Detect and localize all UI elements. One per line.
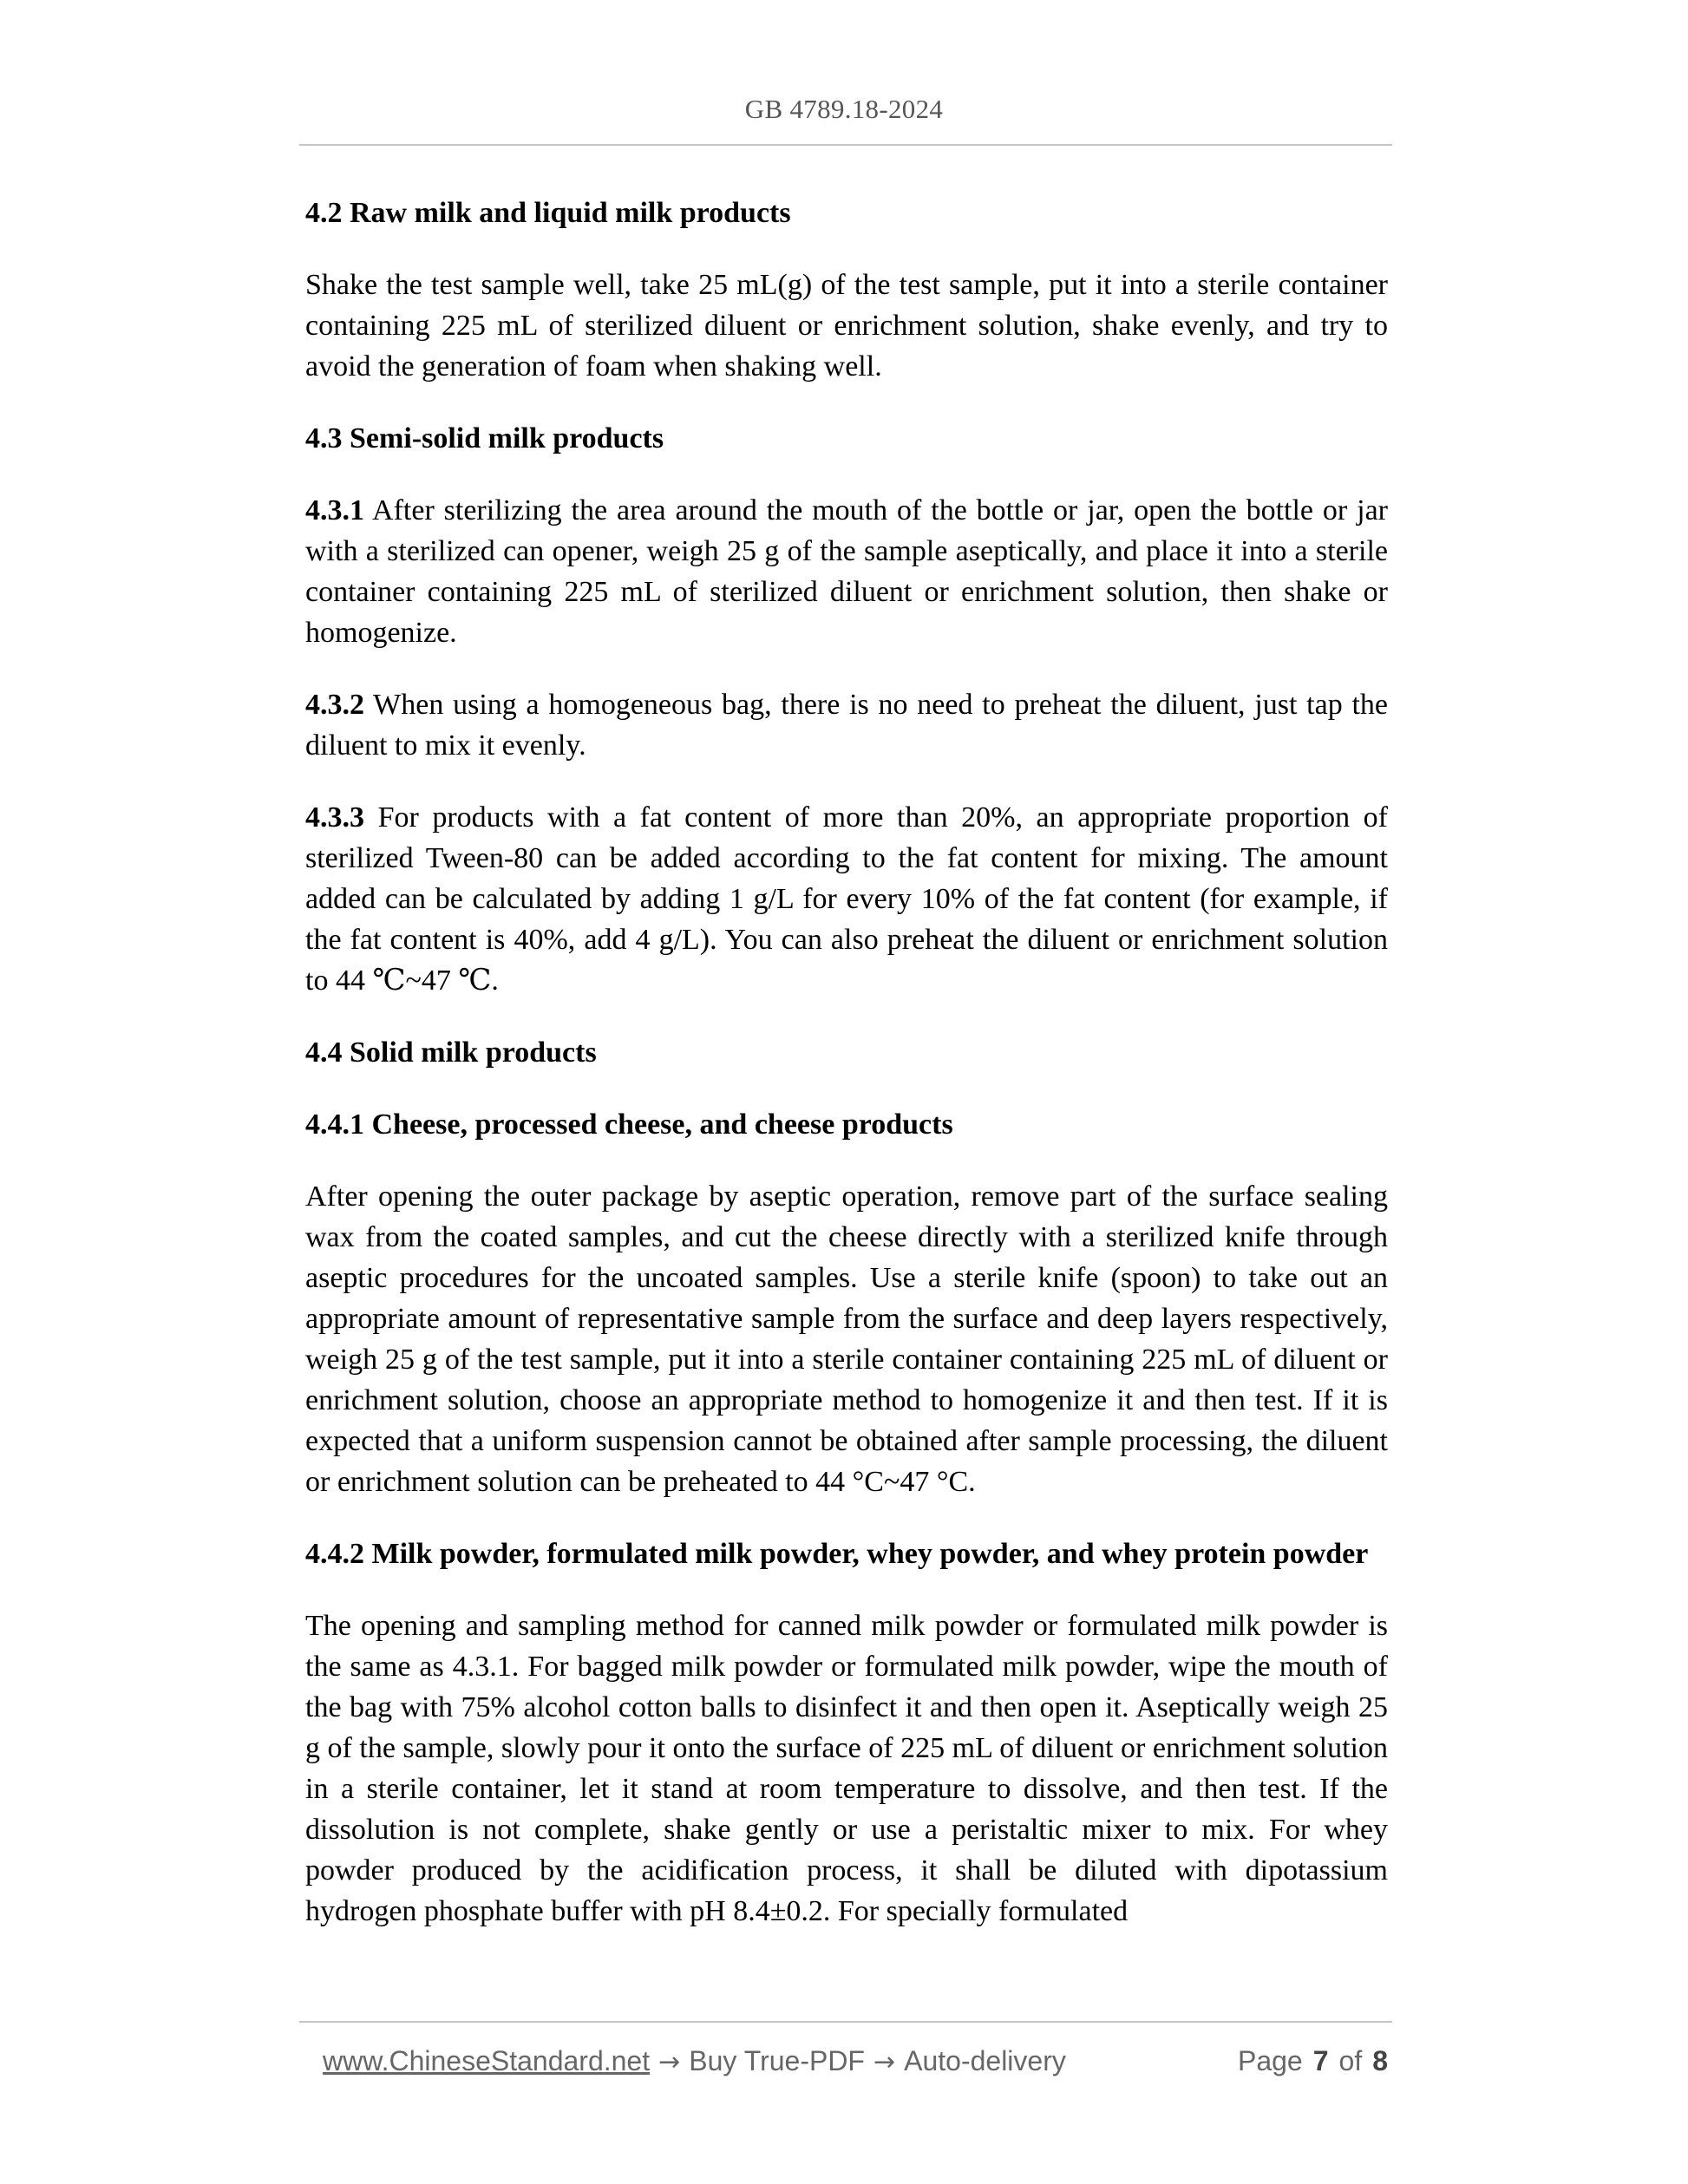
clause-4-3-2-number: 4.3.2 xyxy=(305,689,364,721)
clause-4-4-2-paragraph: The opening and sampling method for canned milk powder or formulated milk powder is the same as 4.3.1. For bagged milk powder or formulated milk powder, wipe the mouth of the bag with 75% alcohol cotton balls to disinfect it and then open it. Aseptically weigh 25 g of the sample, slowly pour it onto the surface of 225 mL of diluent or enrichment solution in a sterile container, let it stand at room temperature to dissolve, and then test. If the dissolution is not complete, shake gently or use a peristaltic mixer to mix. For whey powder produced by the acidification process, it shall be diluted with dipotassium hydrogen phosphate buffer with pH 8.4±0.2. For specially formulated xyxy=(305,1610,1388,1927)
clause-4-4-1-paragraph: After opening the outer package by aseptic operation, remove part of the surface sealing wax from the coated samples, and cut the cheese directly with a sterilized knife through aseptic procedures for the uncoated samples. Use a sterile knife (spoon) to take out an appropriate amount of representative sample from the surface and deep layers respectively, weigh 25 g of the test sample, put it into a sterile container containing 225 mL of diluent or enrichment solution, choose an appropriate method to homogenize it and then test. If it is expected that a uniform suspension cannot be obtained after sample processing, the diluent or enrichment solution can be preheated to 44 °C~47 °C. xyxy=(305,1180,1388,1498)
of-label: of xyxy=(1338,2045,1363,2076)
clause-4-3-2-text: When using a homogeneous bag, there is no need to preheat the diluent, just tap the diluent to mix it evenly. xyxy=(305,689,1388,762)
auto-delivery-text: Auto-delivery xyxy=(904,2045,1066,2076)
footer-divider xyxy=(299,2021,1392,2023)
page-label: Page xyxy=(1237,2045,1303,2076)
clause-4-3-3-number: 4.3.3 xyxy=(305,801,364,834)
footer-promo xyxy=(323,2045,1066,2077)
arrow-right-icon: → xyxy=(658,2047,681,2077)
clause-4-4-1-heading: 4.4.1 Cheese, processed cheese, and cheese products xyxy=(305,1108,953,1141)
clause-4-4-2-heading: 4.4.2 Milk powder, formulated milk powder, whey powder, and whey protein powder xyxy=(305,1538,1369,1570)
page-footer xyxy=(323,2045,1388,2077)
document-body xyxy=(305,193,1388,1932)
page-number: 7 xyxy=(1312,2045,1329,2076)
clause-4-3-2-paragraph xyxy=(305,684,1388,766)
clause-4-3-3-paragraph xyxy=(305,797,1388,1001)
section-4-2-heading: 4.2 Raw milk and liquid milk products xyxy=(305,197,791,229)
clause-4-3-1-paragraph xyxy=(305,490,1388,653)
clause-4-3-3-text: For products with a fat content of more than 20%, an appropriate proportion of sterilized Tween-80 can be added according to the fat content for mixing. The amount added can be calculated by adding 1 g/L for every 10% of the fat content (for example, if the fat content is 40%, add 4 g/L). You can also preheat the diluent or enrichment solution to 44 ℃~47 ℃. xyxy=(305,801,1388,997)
page-total: 8 xyxy=(1372,2045,1388,2076)
header-divider xyxy=(299,144,1392,146)
buy-true-pdf-text: Buy True-PDF xyxy=(689,2045,865,2076)
document-header-title: GB 4789.18-2024 xyxy=(744,94,944,124)
page-indicator xyxy=(1238,2045,1388,2077)
section-4-3-heading: 4.3 Semi-solid milk products xyxy=(305,422,664,454)
section-4-2-paragraph: Shake the test sample well, take 25 mL(g) of the test sample, put it into a sterile container containing 225 mL of sterilized diluent or enrichment solution, shake evenly, and try to avoid the generation of foam when shaking well. xyxy=(305,269,1388,383)
arrow-right-icon: → xyxy=(873,2047,896,2077)
clause-4-3-1-number: 4.3.1 xyxy=(305,494,364,526)
section-4-4-heading: 4.4 Solid milk products xyxy=(305,1036,597,1069)
website-link[interactable]: www.ChineseStandard.net xyxy=(323,2045,651,2076)
clause-4-3-1-text: After sterilizing the area around the mouth of the bottle or jar, open the bottle or jar with a sterilized can opener, weigh 25 g of the sample aseptically, and place it into a sterile container containing 225 mL of sterilized diluent or enrichment solution, then shake or homogenize. xyxy=(305,494,1388,649)
